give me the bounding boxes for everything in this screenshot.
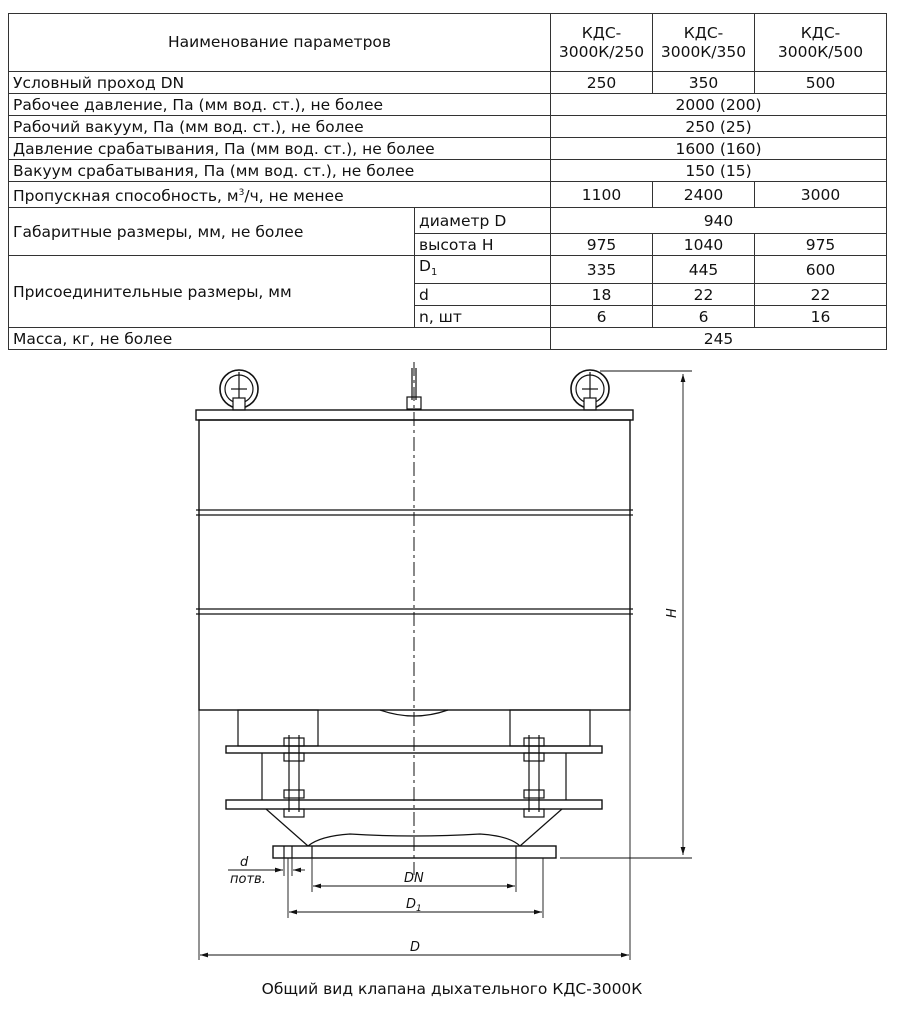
cell-value: 350 (653, 72, 755, 94)
lifting-eye-right (571, 370, 609, 410)
cell-value: 16 (755, 306, 887, 328)
label-d1: $D_1$ (406, 897, 422, 914)
cell-value: 250 (25) (551, 116, 887, 138)
sub-label: диаметр D (415, 208, 551, 234)
label-d: D (410, 940, 421, 955)
header-model-500: КДС- 3000К/500 (755, 14, 887, 72)
cell-value: 22 (653, 284, 755, 306)
row-label: Масса, кг, не более (9, 328, 551, 350)
cell-value: 975 (755, 234, 887, 256)
cell-value: 22 (755, 284, 887, 306)
label-dn: DN (404, 871, 424, 886)
sub-label: d (415, 284, 551, 306)
stud-right (524, 735, 544, 817)
figure-caption: Общий вид клапана дыхательного КДС-3000К (261, 980, 643, 998)
cell-value: 245 (551, 328, 887, 350)
cell-value: 6 (551, 306, 653, 328)
sub-label: высота H (415, 234, 551, 256)
cell-value: 1600 (160) (551, 138, 887, 160)
cell-value: 500 (755, 72, 887, 94)
header-model-250: КДС- 3000К/250 (551, 14, 653, 72)
cell-value: 335 (551, 256, 653, 284)
cell-value: 1100 (551, 182, 653, 208)
cell-value: 2000 (200) (551, 94, 887, 116)
cell-value: 940 (551, 208, 887, 234)
header-model-350: КДС- 3000К/350 (653, 14, 755, 72)
cell-value: 600 (755, 256, 887, 284)
cell-value: 445 (653, 256, 755, 284)
row-label: Условный проход DN (9, 72, 551, 94)
row-label: Рабочий вакуум, Па (мм вод. ст.), не более (9, 116, 551, 138)
row-label: Вакуум срабатывания, Па (мм вод. ст.), не более (9, 160, 551, 182)
row-label: Присоединительные размеры, мм (9, 256, 415, 328)
row-label: Рабочее давление, Па (мм вод. ст.), не более (9, 94, 551, 116)
label-hole-d: d (240, 855, 249, 870)
row-label: Габаритные размеры, мм, не более (9, 208, 415, 256)
cell-value: 975 (551, 234, 653, 256)
lifting-eye-left (220, 370, 258, 410)
stud-left (284, 735, 304, 817)
cell-value: 18 (551, 284, 653, 306)
cell-value: 6 (653, 306, 755, 328)
row-label: Давление срабатывания, Па (мм вод. ст.), не более (9, 138, 551, 160)
row-label: Пропускная способность, $м^3/ч$, не менее (9, 182, 551, 208)
header-param: Наименование параметров (9, 14, 551, 72)
sub-label: n, шт (415, 306, 551, 328)
cell-value: 250 (551, 72, 653, 94)
label-hole-note: потв. (230, 872, 266, 887)
cell-value: 150 (15) (551, 160, 887, 182)
cell-value: 3000 (755, 182, 887, 208)
label-h: H (665, 608, 680, 618)
cell-value: 2400 (653, 182, 755, 208)
sub-label: $D_1$ (415, 256, 551, 284)
cell-value: 1040 (653, 234, 755, 256)
